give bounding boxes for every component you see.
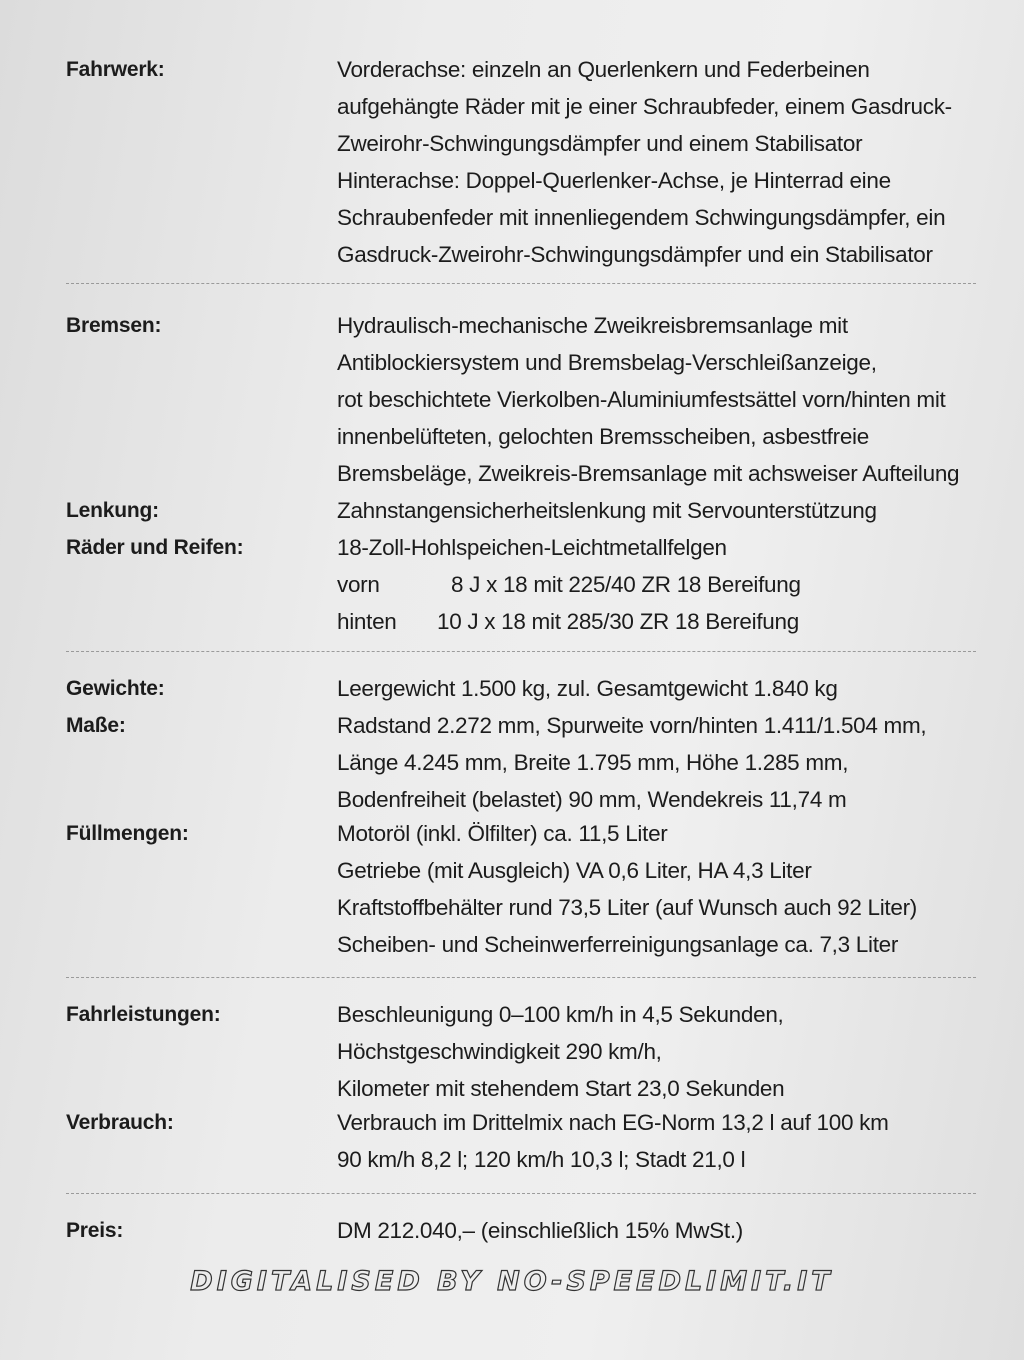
spec-value-bremsen <box>337 307 997 492</box>
spec-label-fahrwerk: Fahrwerk: <box>66 58 165 81</box>
spec-line: aufgehängte Räder mit je einer Schraubfeder, einem Gasdruck- <box>337 94 952 119</box>
spec-line: 90 km/h 8,2 l; 120 km/h 10,3 l; Stadt 21,0 l <box>337 1147 746 1172</box>
spec-line: Hinterachse: Doppel-Querlenker-Achse, je Hinterrad eine <box>337 168 891 193</box>
spec-label-fahrleistungen: Fahrleistungen: <box>66 1003 221 1026</box>
spec-line: innenbelüfteten, gelochten Bremsscheiben, asbestfreie <box>337 424 869 449</box>
tire-spec-rear: 10 J x 18 mit 285/30 ZR 18 Bereifung <box>437 609 799 634</box>
spec-value-raeder <box>337 529 997 640</box>
spec-line: Hydraulisch-mechanische Zweikreisbremsanlage mit <box>337 313 848 338</box>
spec-label-lenkung: Lenkung: <box>66 499 159 522</box>
section-divider <box>66 651 976 652</box>
spec-line: Getriebe (mit Ausgleich) VA 0,6 Liter, HA 4,3 Liter <box>337 858 812 883</box>
spec-value-gewichte <box>337 670 997 707</box>
tire-row-rear <box>337 603 997 640</box>
spec-value-preis <box>337 1212 997 1249</box>
spec-value-masse <box>337 707 997 818</box>
spec-line: Vorderachse: einzeln an Querlenkern und Federbeinen <box>337 57 870 82</box>
spec-line: DM 212.040,– (einschließlich 15% MwSt.) <box>337 1218 743 1243</box>
spec-line: Bodenfreiheit (belastet) 90 mm, Wendekreis 11,74 m <box>337 787 847 812</box>
tire-position-front: vorn <box>337 572 380 597</box>
tire-row-front <box>337 566 997 603</box>
tire-position-rear: hinten <box>337 609 397 634</box>
spec-line: Motoröl (inkl. Ölfilter) ca. 11,5 Liter <box>337 821 668 846</box>
watermark: DIGITALISED BY NO-SPEEDLIMIT.IT <box>190 1266 834 1297</box>
spec-line: rot beschichtete Vierkolben-Aluminiumfestsättel vorn/hinten mit <box>337 387 946 412</box>
section-divider <box>66 977 976 978</box>
spec-value-fahrleistungen <box>337 996 997 1107</box>
spec-line: Schraubenfeder mit innenliegendem Schwingungsdämpfer, ein <box>337 205 946 230</box>
spec-line: Zahnstangensicherheitslenkung mit Servounterstützung <box>337 498 877 523</box>
spec-label-gewichte: Gewichte: <box>66 677 165 700</box>
spec-line: Bremsbeläge, Zweikreis-Bremsanlage mit achsweiser Aufteilung <box>337 461 960 486</box>
spec-line: Gasdruck-Zweirohr-Schwingungsdämpfer und ein Stabilisator <box>337 242 933 267</box>
spec-value-fuellmengen <box>337 815 997 963</box>
spec-line: Radstand 2.272 mm, Spurweite vorn/hinten 1.411/1.504 mm, <box>337 713 927 738</box>
tire-spec-front: 8 J x 18 mit 225/40 ZR 18 Bereifung <box>451 572 801 597</box>
spec-line: Scheiben- und Scheinwerferreinigungsanlage ca. 7,3 Liter <box>337 932 899 957</box>
spec-line: Zweirohr-Schwingungsdämpfer und einem Stabilisator <box>337 131 863 156</box>
spec-line: Beschleunigung 0–100 km/h in 4,5 Sekunden, <box>337 1002 784 1027</box>
spec-line: Kraftstoffbehälter rund 73,5 Liter (auf Wunsch auch 92 Liter) <box>337 895 917 920</box>
spec-label-raeder: Räder und Reifen: <box>66 536 244 559</box>
spec-line: Antiblockiersystem und Bremsbelag-Verschleißanzeige, <box>337 350 877 375</box>
section-divider <box>66 1193 976 1194</box>
spec-value-fahrwerk <box>337 51 997 273</box>
spec-line: Länge 4.245 mm, Breite 1.795 mm, Höhe 1.285 mm, <box>337 750 849 775</box>
spec-line: 18-Zoll-Hohlspeichen-Leichtmetallfelgen <box>337 535 727 560</box>
spec-value-verbrauch <box>337 1104 997 1178</box>
spec-line: Verbrauch im Drittelmix nach EG-Norm 13,2 l auf 100 km <box>337 1110 889 1135</box>
spec-value-lenkung <box>337 492 997 529</box>
spec-label-verbrauch: Verbrauch: <box>66 1111 174 1134</box>
spec-line: Kilometer mit stehendem Start 23,0 Sekunden <box>337 1076 785 1101</box>
spec-line: Leergewicht 1.500 kg, zul. Gesamtgewicht 1.840 kg <box>337 676 838 701</box>
section-divider <box>66 283 976 284</box>
spec-label-preis: Preis: <box>66 1219 124 1242</box>
spec-line: Höchstgeschwindigkeit 290 km/h, <box>337 1039 662 1064</box>
spec-label-bremsen: Bremsen: <box>66 314 162 337</box>
spec-label-fuellmengen: Füllmengen: <box>66 822 189 845</box>
spec-label-masse: Maße: <box>66 714 126 737</box>
